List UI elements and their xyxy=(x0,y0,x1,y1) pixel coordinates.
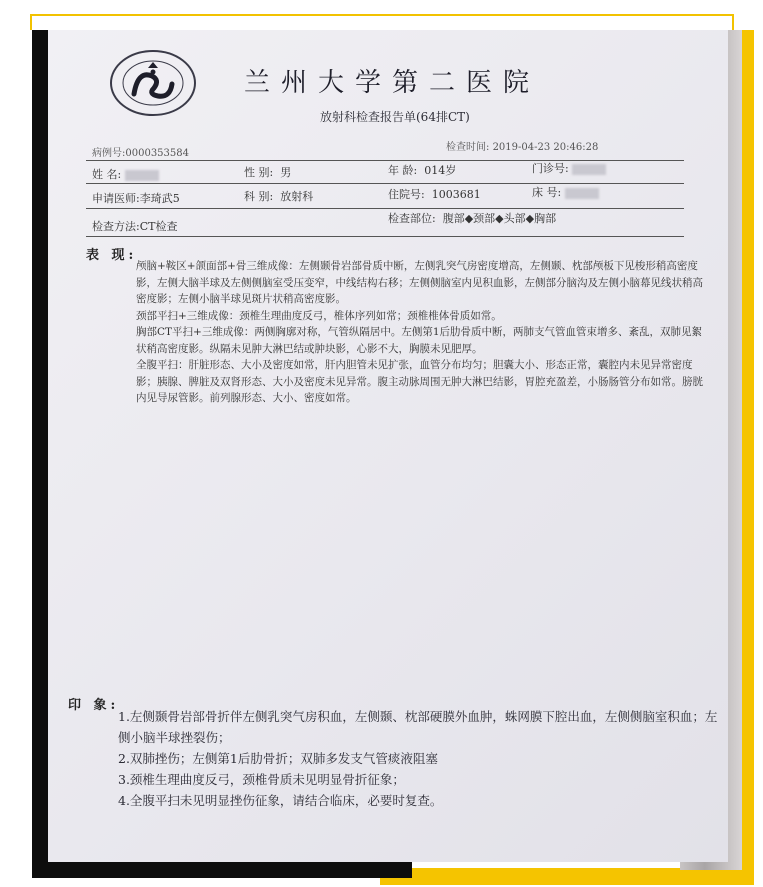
redacted-name xyxy=(125,170,159,181)
findings-paragraph: 胸部CT平扫+三维成像：两侧胸廓对称，气管纵隔居中。左侧第1后肋骨质中断，两肺支气管血管束增多、紊乱，双肺见絮状稍高密度影。纵隔未见肿大淋巴结或肿块影，心影不大，胸膜未见肥厚。 xyxy=(136,326,703,355)
findings-heading: 表 现: xyxy=(86,248,138,263)
yellow-frame-bottom xyxy=(380,868,754,885)
check-time-value: 2019-04-23 20:46:28 xyxy=(492,142,599,153)
redacted-clinic-number xyxy=(572,164,606,175)
report-sheet xyxy=(48,30,728,862)
case-number-value: 0000353584 xyxy=(125,148,189,159)
exam-method-value: CT检查 xyxy=(139,220,178,233)
redacted-bed-number xyxy=(565,188,599,199)
case-number-label: 病例号: xyxy=(92,148,126,159)
department-field xyxy=(244,188,313,204)
exam-method xyxy=(92,218,177,234)
divider-line xyxy=(86,236,684,237)
clinic-number xyxy=(532,160,606,176)
hospital-logo xyxy=(108,48,198,118)
bed-label: 床 号: xyxy=(532,186,562,199)
findings-paragraph: 颈部平扫+三维成像：颈椎生理曲度反弓，椎体序列如常；颈椎椎体骨质如常。 xyxy=(136,309,502,322)
doctor-value: 李琦武5 xyxy=(139,192,180,205)
gender-field xyxy=(244,164,291,180)
impression-heading: 印 象: xyxy=(68,698,120,713)
yellow-frame-right xyxy=(740,30,754,885)
report-title: 放射科检查报告单(64排CT) xyxy=(320,110,470,124)
yellow-frame-top xyxy=(30,14,734,30)
age-label: 年 龄: xyxy=(388,164,418,177)
department-value: 放射科 xyxy=(280,190,314,203)
findings-paragraph: 颅脑+鞍区+颌面部+骨三维成像：左侧颞骨岩部骨质中断，左侧乳突气房密度增高，左侧颞、枕部颅板下见梭形稍高密度影，左侧大脑半球及左侧侧脑室受压变窄，中线结构右移；左侧侧脑室内见积血影，左侧部分脑沟及左侧小脑幕见线状稍高密度影；左侧小脑半球见斑片状稍高密度影。 xyxy=(136,260,703,305)
age-field xyxy=(388,162,456,178)
findings-paragraph: 全腹平扫：肝脏形态、大小及密度如常，肝内胆管未见扩张，血管分布均匀；胆囊大小、形态正常，囊腔内未见异常密度影；胰腺、脾脏及双肾形态、大小及密度未见异常。腹主动脉周围无肿大淋巴结影，胃腔充盈差，小肠肠管分布如常。膀胱内见导尿管影。前列腺形态、大小、密度如常。 xyxy=(136,359,703,404)
impression-item: 4.全腹平扫未见明显挫伤征象，请结合临床，必要时复查。 xyxy=(118,793,443,808)
impression-item: 3.颈椎生理曲度反弓，颈椎骨质未见明显骨折征象； xyxy=(118,772,405,787)
findings-text xyxy=(136,258,708,407)
exam-part-label: 检查部位: xyxy=(388,212,436,225)
gender-label: 性 别: xyxy=(244,166,274,179)
gender-value: 男 xyxy=(280,166,292,179)
check-time xyxy=(446,138,598,153)
divider-line xyxy=(86,208,684,209)
bed-number xyxy=(532,184,599,200)
exam-method-label: 检查方法: xyxy=(92,220,140,233)
exam-part xyxy=(388,210,556,226)
patient-name xyxy=(92,166,159,182)
impression-text xyxy=(118,706,718,811)
doctor-label: 申请医师: xyxy=(92,192,140,205)
impression-item: 2.双肺挫伤；左侧第1后肋骨折；双肺多发支气管痰液阻塞 xyxy=(118,751,438,766)
clinic-number-label: 门诊号: xyxy=(532,162,569,175)
impression-item: 1.左侧颞骨岩部骨折伴左侧乳突气房积血，左侧颞、枕部硬膜外血肿，蛛网膜下腔出血，左侧侧脑室积血；左侧小脑半球挫裂伤； xyxy=(118,709,718,745)
black-frame-bottom xyxy=(32,860,412,878)
hospital-name: 兰州大学第二医院 xyxy=(244,68,541,98)
admission-value: 1003681 xyxy=(431,188,481,201)
admission-label: 住院号: xyxy=(388,188,425,201)
check-time-label: 检查时间: xyxy=(446,142,490,153)
case-number xyxy=(92,144,189,159)
requesting-doctor xyxy=(92,190,180,206)
patient-name-label: 姓 名: xyxy=(92,168,122,181)
age-value: 014岁 xyxy=(424,164,457,177)
exam-part-value: 腹部◆颈部◆头部◆胸部 xyxy=(442,212,557,225)
department-label: 科 别: xyxy=(244,190,274,203)
admission-number xyxy=(388,186,481,202)
